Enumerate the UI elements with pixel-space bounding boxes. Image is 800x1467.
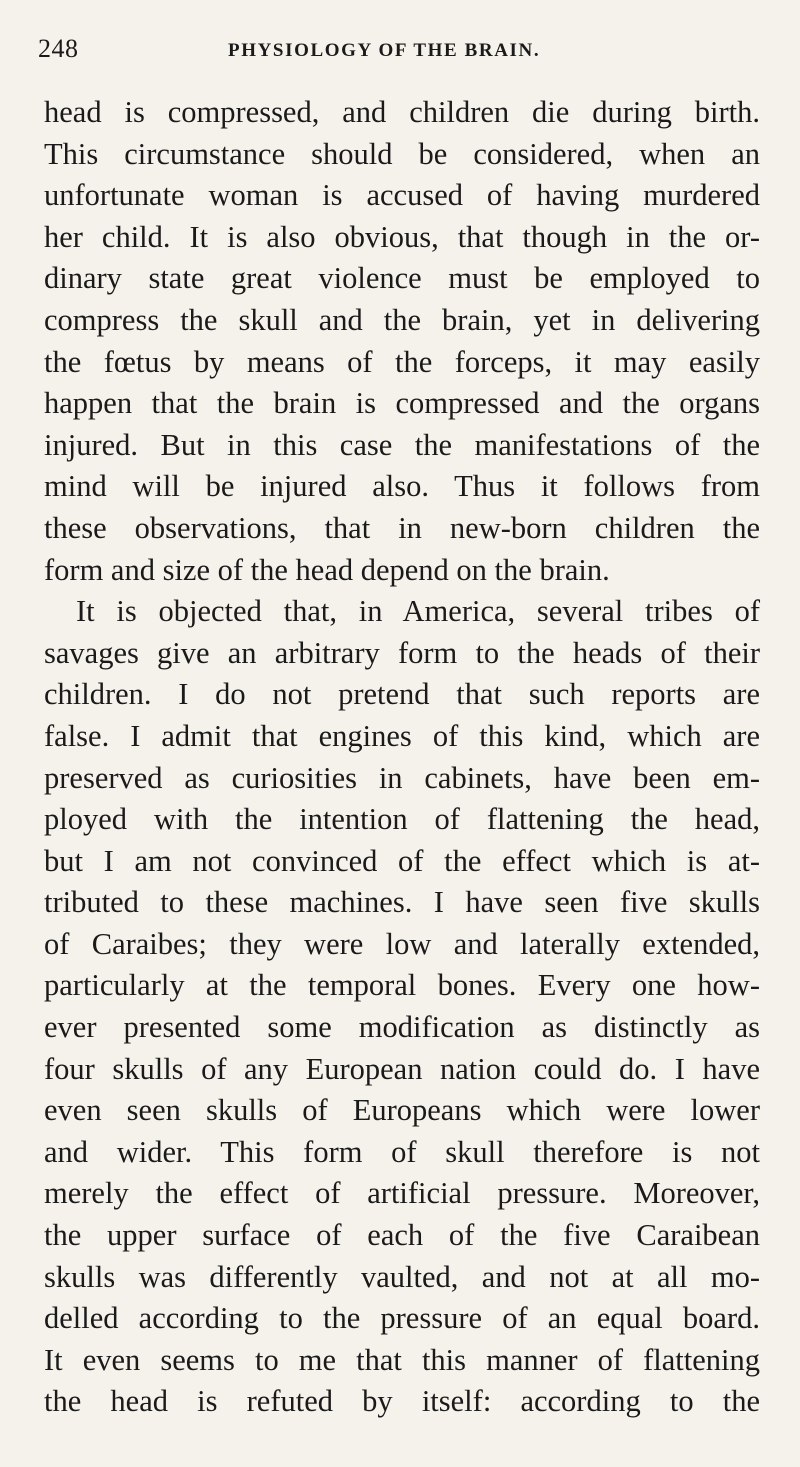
text-line: the head is refuted by itself: according to the	[44, 1384, 760, 1419]
paragraph-start-line: It is objected that, in America, several tribes of	[76, 594, 760, 629]
text-line: children. I do not pretend that such reports are	[44, 677, 760, 712]
text-line: This circumstance should be considered, when an	[44, 136, 760, 171]
text-line: preserved as curiosities in cabinets, have been em-	[44, 760, 760, 795]
text-line: injured. But in this case the manifestations of the	[44, 427, 760, 462]
text-line: her child. It is also obvious, that though in the or-	[44, 219, 760, 254]
paragraph-end-line: form and size of the head depend on the brain.	[44, 552, 610, 587]
text-line: mind will be injured also. Thus it follows from	[44, 469, 760, 504]
text-line: happen that the brain is compressed and the organs	[44, 386, 760, 421]
text-line: compress the skull and the brain, yet in delivering	[44, 302, 760, 337]
running-title: PHYSIOLOGY OF THE BRAIN.	[228, 40, 541, 61]
text-line: savages give an arbitrary form to the heads of their	[44, 635, 760, 670]
text-line: dinary state great violence must be employed to	[44, 261, 760, 296]
text-line: tributed to these machines. I have seen five skulls	[44, 885, 760, 920]
page-header	[38, 30, 758, 70]
text-line: skulls was differently vaulted, and not at all mo-	[44, 1259, 760, 1294]
text-line: particularly at the temporal bones. Every one how-	[44, 968, 760, 1003]
text-line: but I am not convinced of the effect which is at-	[44, 843, 760, 878]
text-line: merely the effect of artificial pressure. Moreover,	[44, 1176, 760, 1211]
text-line: false. I admit that engines of this kind, which are	[44, 718, 760, 753]
body-text	[44, 92, 760, 1423]
text-line: of Caraibes; they were low and laterally extended,	[44, 926, 760, 961]
text-line: four skulls of any European nation could do. I have	[44, 1051, 760, 1086]
text-line: these observations, that in new-born children the	[44, 510, 760, 545]
text-line: the fœtus by means of the forceps, it may easily	[44, 344, 760, 379]
text-line: ployed with the intention of flattening the head,	[44, 802, 760, 837]
text-line: and wider. This form of skull therefore is not	[44, 1134, 760, 1169]
text-line: head is compressed, and children die during birth.	[44, 95, 760, 129]
text-line: the upper surface of each of the five Caraibean	[44, 1218, 760, 1253]
text-line: delled according to the pressure of an equal board.	[44, 1301, 760, 1336]
text-line: unfortunate woman is accused of having murdered	[44, 178, 760, 213]
page-number: 248	[38, 34, 79, 63]
text-line: ever presented some modification as distinctly as	[44, 1010, 760, 1045]
text-line: even seen skulls of Europeans which were lower	[44, 1093, 760, 1128]
text-line: It even seems to me that this manner of flattening	[44, 1342, 760, 1377]
